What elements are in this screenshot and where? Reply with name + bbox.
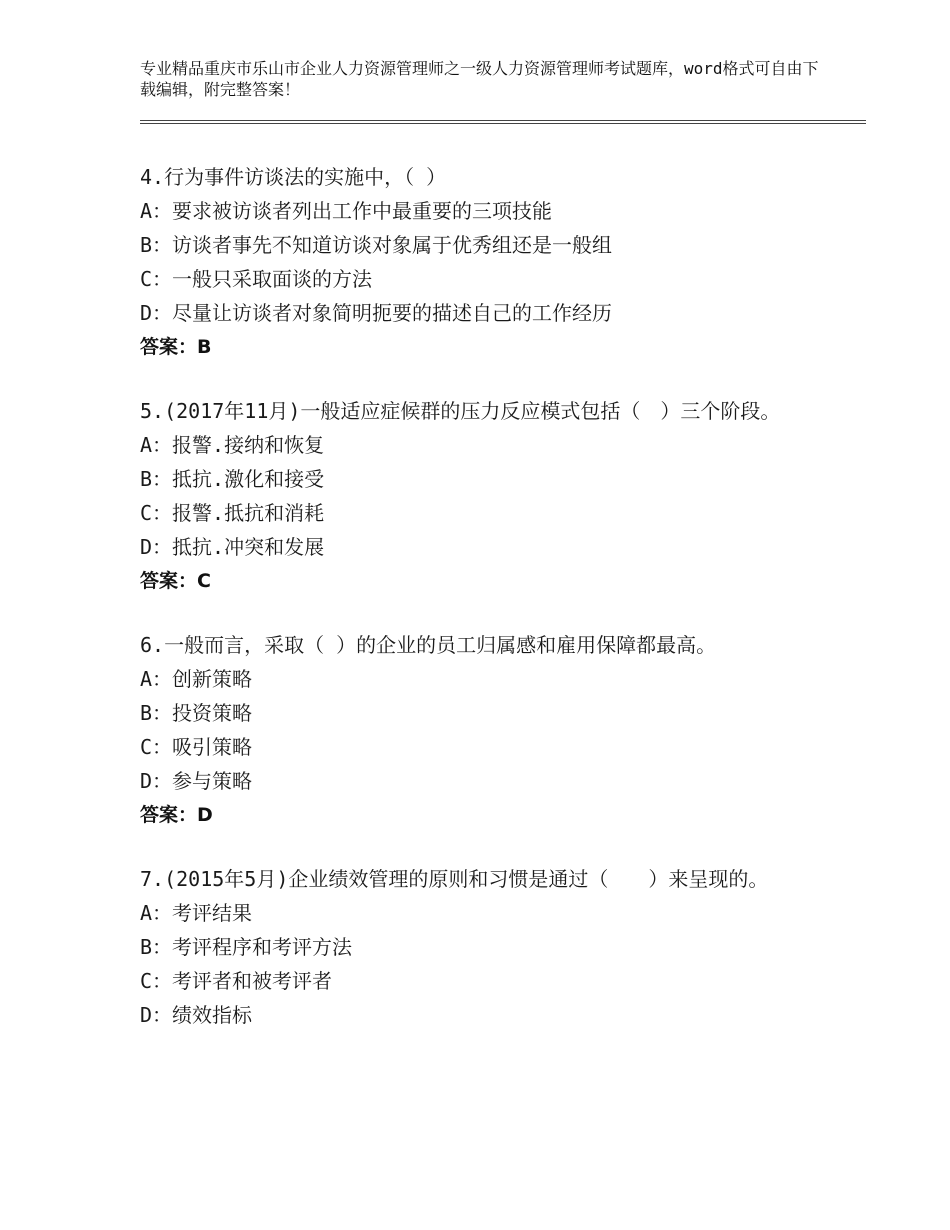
- question-5: [140, 394, 840, 598]
- answer-label: 答案：B: [140, 336, 212, 358]
- option-b: B：考评程序和考评方法: [140, 935, 353, 959]
- option-a: A：考评结果: [140, 901, 253, 925]
- option-a: A：创新策略: [140, 667, 253, 691]
- document-title: 专业精品重庆市乐山市企业人力资源管理师之一级人力资源管理师考试题库，word格式可自由下载编辑，附完整答案！: [140, 59, 819, 99]
- option-d: D：尽量让访谈者对象简明扼要的描述自己的工作经历: [140, 301, 613, 325]
- question-list: [140, 160, 840, 1062]
- answer-label: 答案：D: [140, 804, 213, 826]
- question-6: [140, 628, 840, 832]
- question-stem: 4.行为事件访谈法的实施中，（ ）: [140, 165, 447, 189]
- option-d: D：抵抗.冲突和发展: [140, 535, 325, 559]
- document-header: [140, 58, 830, 100]
- header-divider: [140, 120, 866, 124]
- option-d: D：参与策略: [140, 769, 253, 793]
- option-d: D：绩效指标: [140, 1003, 253, 1027]
- option-c: C：考评者和被考评者: [140, 969, 333, 993]
- question-stem: 7.(2015年5月)企业绩效管理的原则和习惯是通过（ ）来呈现的。: [140, 867, 769, 891]
- option-b: B：访谈者事先不知道访谈对象属于优秀组还是一般组: [140, 233, 613, 257]
- question-7: [140, 862, 840, 1032]
- option-c: C：吸引策略: [140, 735, 253, 759]
- option-c: C：报警.抵抗和消耗: [140, 501, 325, 525]
- question-4: [140, 160, 840, 364]
- option-a: A：要求被访谈者列出工作中最重要的三项技能: [140, 199, 553, 223]
- answer-label: 答案：C: [140, 570, 211, 592]
- option-c: C：一般只采取面谈的方法: [140, 267, 373, 291]
- question-stem: 6.一般而言，采取（ ）的企业的员工归属感和雇用保障都最高。: [140, 633, 717, 657]
- option-b: B：投资策略: [140, 701, 253, 725]
- option-b: B：抵抗.激化和接受: [140, 467, 325, 491]
- option-a: A：报警.接纳和恢复: [140, 433, 325, 457]
- question-stem: 5.(2017年11月)一般适应症候群的压力反应模式包括（ ）三个阶段。: [140, 399, 781, 423]
